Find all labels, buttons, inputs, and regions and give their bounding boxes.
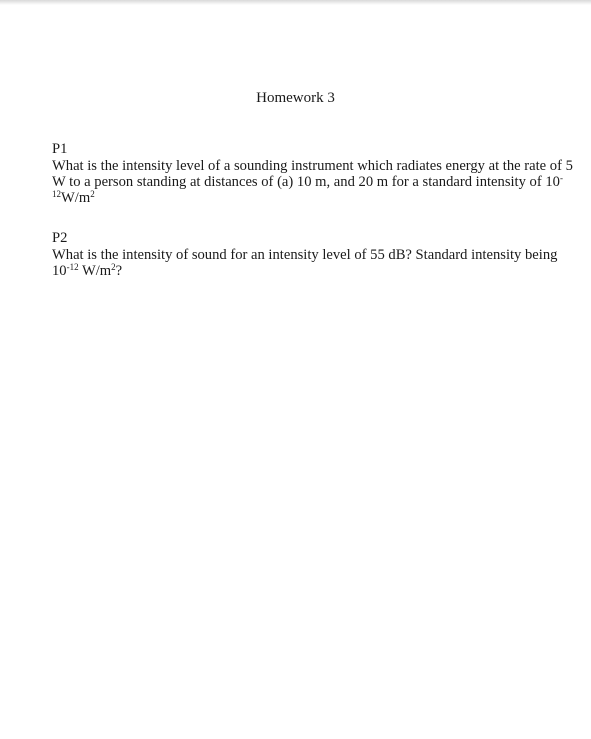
problem-text-main: What is the intensity of sound for an intensity level of 55 dB? Standard intensity being 10 — [52, 247, 558, 279]
unit: W/m — [61, 190, 91, 206]
problem-text — [52, 247, 577, 279]
page-top-edge — [0, 0, 591, 5]
problem-label: P1 — [52, 141, 68, 157]
problem-text-main: What is the intensity level of a sounding instrument which radiates energy at the rate of 5 W to a person standing at distances of (a) 10 m, and 20 m for a standard intensity of 10 — [52, 158, 573, 190]
exponent: -12 — [52, 173, 563, 199]
unit: W/m — [78, 263, 112, 279]
problem-2 — [52, 230, 577, 279]
exponent: -12 — [66, 262, 79, 272]
problem-text-end: ? — [115, 263, 123, 279]
unit-exponent: 2 — [111, 262, 116, 272]
unit-exponent: 2 — [90, 189, 95, 199]
problem-1 — [52, 141, 577, 206]
page-title: Homework 3 — [256, 90, 335, 106]
problem-text — [52, 158, 577, 206]
problem-label: P2 — [52, 230, 68, 246]
